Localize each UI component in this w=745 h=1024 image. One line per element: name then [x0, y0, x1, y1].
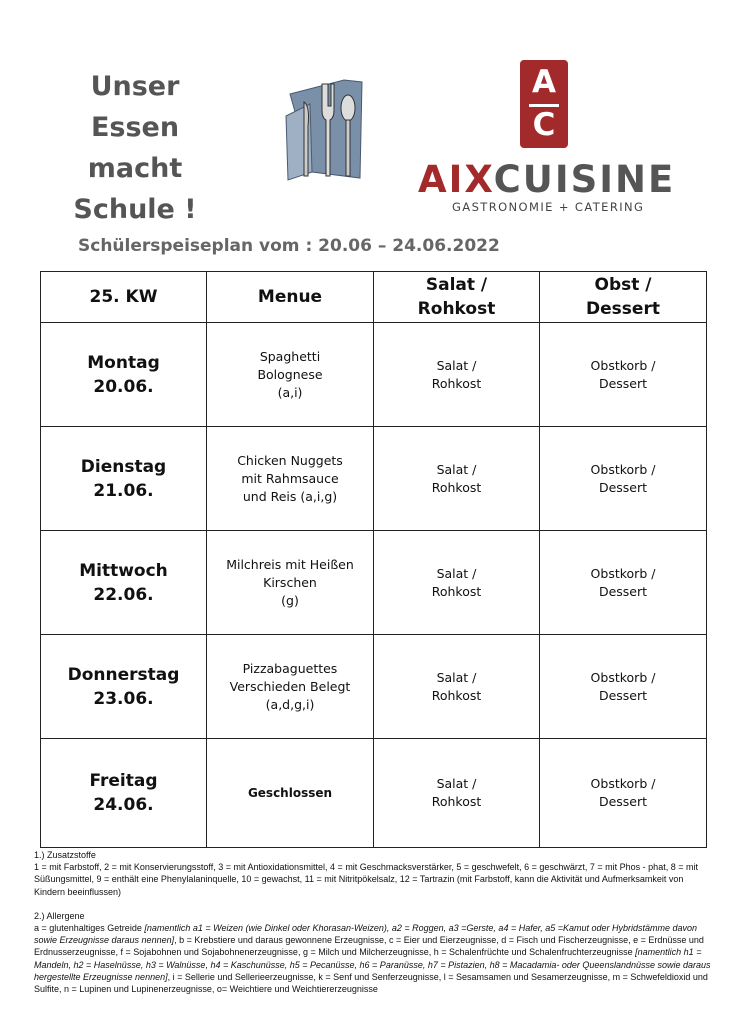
- menu-cell: [207, 739, 374, 848]
- header-obst: Obst / Dessert: [540, 272, 707, 323]
- table-row: [41, 427, 707, 531]
- table-row: [41, 323, 707, 427]
- footnotes: [34, 849, 714, 995]
- day-cell: Mittwoch 22.06.: [41, 531, 207, 635]
- menu-cell: Milchreis mit Heißen Kirschen (g): [207, 531, 374, 635]
- allergene-text: a = glutenhaltiges Getreide [namentlich a1 = Weizen (wie Dinkel oder Khorasan-Weizen), a2 = Roggen, a3 =Gerste, a4 = Hafer, a5 =Kamut oder Hybridstämme davon sowie Erzeugnisse daraus nennen], b = Krebstiere und daraus gewonnene Erzeugnisse, c = Eier und Eierzeugnisse, d = Fisch und Fischerzeugnisse, e = Erdnüsse und Erdnusserzeugnisse, f = Sojabohnen und Sojabohnenerzeugnisse, g = Milch und Milcherzeugnisse, h = Schalenfrüchte und Schalenfruchterzeugnisse [namentlich h1 = Mandeln, h2 = Haselnüsse, h3 = Walnüsse, h4 = Kaschunüsse, h5 = Pecanüsse, h6 = Paranüsse, h7 = Pistazien, h8 = Macadamia- oder Queenslandnüsse sowie daraus hergestellte Erzeugnisse nennen], i = Sellerie und Sellerieerzeugnisse, k = Senf und Senferzeugnisse, l = Sesamsamen und Sesamerzeugnisse, m = Schwefeldioxid und Sulfite, n = Lupinen und Lupinenerzeugnisse, o= Weichtiere und Weichtiererzeugnisse: [34, 923, 711, 995]
- header-salat: Salat / Rohkost: [374, 272, 540, 323]
- menu-table: [40, 271, 707, 848]
- zusatzstoffe-title: 1.) Zusatzstoffe: [34, 850, 96, 860]
- table-row: [41, 739, 707, 848]
- header-week: 25. KW: [41, 272, 207, 323]
- menu-cell: Spaghetti Bolognese (a,i): [207, 323, 374, 427]
- logo-letter-bottom: C: [532, 107, 556, 143]
- menu-cell: Pizzabaguettes Verschieden Belegt (a,d,g,i): [207, 635, 374, 739]
- obst-cell: Obstkorb / Dessert: [540, 635, 707, 739]
- day-cell: Donnerstag 23.06.: [41, 635, 207, 739]
- salat-cell: Salat / Rohkost: [374, 323, 540, 427]
- brand-part-aix: AIX: [418, 158, 494, 201]
- cutlery-icon: [282, 76, 368, 186]
- obst-cell: Obstkorb / Dessert: [540, 427, 707, 531]
- allergene-title: 2.) Allergene: [34, 910, 85, 921]
- header-menue: Menue: [207, 272, 374, 323]
- brand-tagline: GASTRONOMIE + CATERING: [452, 200, 645, 214]
- salat-cell: Salat / Rohkost: [374, 635, 540, 739]
- table-row: [41, 635, 707, 739]
- slogan-line: Unser: [90, 71, 180, 102]
- plan-title: Schülerspeiseplan vom : 20.06 – 24.06.2022: [78, 236, 500, 256]
- brand-part-cuisine: CUISINE: [493, 158, 676, 201]
- day-cell: Freitag 24.06.: [41, 739, 207, 848]
- obst-cell: Obstkorb / Dessert: [540, 531, 707, 635]
- day-cell: Montag 20.06.: [41, 323, 207, 427]
- menu-cell: Chicken Nuggets mit Rahmsauce und Reis (a,i,g): [207, 427, 374, 531]
- table-header-row: [41, 272, 707, 323]
- salat-cell: Salat / Rohkost: [374, 427, 540, 531]
- closed-label: Geschlossen: [247, 786, 333, 800]
- day-cell: Dienstag 21.06.: [41, 427, 207, 531]
- obst-cell: Obstkorb / Dessert: [540, 323, 707, 427]
- zusatzstoffe-text: 1 = mit Farbstoff, 2 = mit Konservierungsstoff, 3 = mit Antioxidationsmittel, 4 = mit Geschmacksverstärker, 5 = geschwefelt, 6 = geschwärzt, 7 = mit Phos - phat, 8 = mit Süßungsmittel, 9 = enthält eine Phenylalaninquelle, 10 = gewachst, 11 = mit Nitritpökelsalz, 12 = Tartrazin (mit Farbstoff, kann die Aktivität und Aufmerksamkeit von Kindern beeinflussen): [34, 862, 698, 897]
- table-row: [41, 531, 707, 635]
- logo-monogram: [520, 60, 568, 148]
- salat-cell: Salat / Rohkost: [374, 531, 540, 635]
- slogan-line: Schule !: [73, 194, 197, 225]
- logo-letter-top: A: [532, 64, 556, 100]
- brand-name: [418, 158, 676, 201]
- slogan-line: Essen macht: [87, 112, 183, 184]
- salat-cell: Salat / Rohkost: [374, 739, 540, 848]
- obst-cell: Obstkorb / Dessert: [540, 739, 707, 848]
- slogan: [40, 66, 230, 230]
